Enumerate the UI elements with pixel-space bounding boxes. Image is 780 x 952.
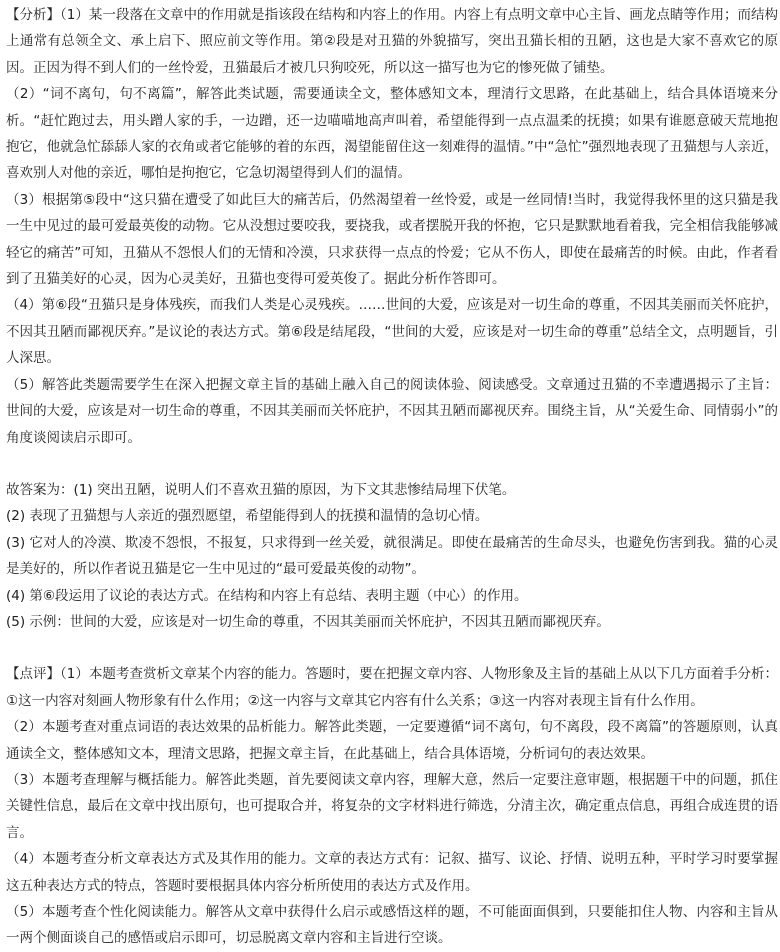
analysis-paragraph-4: （4）第⑥段“丑猫只是身体残疾，而我们人类是心灵残疾。……世间的大爱，应该是对一切生命的尊重，不因其美丽而关怀庇护，不因其丑陋而鄙视厌弃。”是议论的表达方式。第⑥段是结尾段，“世间的大爱，应该是对一切生命的尊重”总结全文，点明题旨，引人深思。 bbox=[6, 297, 778, 367]
answer-line-3: (3) 它对人的冷漠、欺凌不怨恨，不报复，只求得到一丝关爱，就很满足。即使在最痛苦的生命尽头，也避免伤害到我。猫的心灵是美好的，所以作者说丑猫是它一生中见过的“最可爱最英俊的动物”。 bbox=[6, 534, 778, 578]
comment-paragraph-5: （5）本题考查个性化阅读能力。解答从文章中获得什么启示或感悟这样的题，不可能面面俱到，只要能扣住人物、内容和主旨从一两个侧面谈自己的感悟或启示即可，切忌脱离文章内容和主旨进行空谈。 bbox=[6, 904, 778, 947]
comment-paragraph-4: （4）本题考查分析文章表达方式及其作用的能力。文章的表达方式有：记叙、描写、议论、抒情、说明五种，平时学习时要掌握这五种表达方式的特点，答题时要根据具体内容分析所使用的表达方式及作用。 bbox=[6, 851, 778, 894]
analysis-paragraph-3: （3）根据第⑤段中“这只猫在遭受了如此巨大的痛苦后，仍然渴望着一丝怜爱，或是一丝同情!当时，我觉得我怀里的这只猫是我一生中见过的最可爱最英俊的动物。它从没想过要咬我，要挠我，或者摆脱开我的怀抱，它只是默默地看着我，完全相信我能够减轻它的痛苦”可知，丑猫从不怨恨人们的无情和冷漠，只求获得一点点的怜爱；它从不伤人，即使在最痛苦的时候。由此，作者看到了丑猫美好的心灵，因为心灵美好，丑猫也变得可爱英俊了。据此分析作答即可。 bbox=[6, 191, 778, 288]
analysis-section bbox=[6, 2, 778, 451]
answer-line-5: (5) 示例：世间的大爱，应该是对一切生命的尊重，不因其美丽而关怀庇护，不因其丑陋而鄙视厌弃。 bbox=[6, 613, 610, 630]
analysis-paragraph-1: 【分析】（1）某一段落在文章中的作用就是指该段在结构和内容上的作用。内容上有点明文章中心主旨、画龙点睛等作用；而结构上通常有总领全文、承上启下、照应前文等作用。第②段是对丑猫的外貌描写，突出丑猫长相的丑陋，这也是大家不喜欢它的原因。正因为得不到人们的一丝怜爱，丑猫最后才被几只狗咬死，所以这一描写也为它的惨死做了铺垫。 bbox=[6, 7, 778, 76]
comment-paragraph-2: （2）本题考查对重点词语的表达效果的品析能力。解答此类题，一定要遵循“词不离句，句不离段，段不离篇”的答题原则，认真通读全文，整体感知文本，理清文思路，把握文章主旨，在此基础上，结合具体语境，分析词句的表达效果。 bbox=[6, 719, 778, 762]
comment-paragraph-1: 【点评】（1）本题考查赏析文章某个内容的能力。答题时，要在把握文章内容、人物形象及主旨的基础上从以下几方面着手分析：①这一内容对刻画人物形象有什么作用；②这一内容与文章其它内容有什么关系；③这一内容对表现主旨有什么作用。 bbox=[6, 666, 778, 709]
comment-section bbox=[6, 661, 778, 951]
section-spacer bbox=[6, 451, 778, 477]
section-spacer bbox=[6, 635, 778, 661]
analysis-paragraph-2: （2）“词不离句，句不离篇”，解答此类试题，需要通读全文，整体感知文本，理清行文思路，在此基础上，结合具体语境来分析。“赶忙跑过去，用头蹭人家的手，一边蹭，还一边喵喵地高声叫着，希望能得到一点点温柔的抚摸；如果有谁愿意破天荒地抱抱它，他就急忙舔舔人家的衣角或者它能够的着的东西，渴望能留住这一刻难得的温情。”中“急忙”强烈地表现了丑猫想与人亲近，喜欢别人对他的亲近，哪怕是拘抱它，它急切渴望得到人们的温情。 bbox=[6, 86, 778, 182]
answer-line-2: (2) 表现了丑猫想与人亲近的强烈愿望，希望能得到人的抚摸和温情的急切心情。 bbox=[6, 508, 489, 525]
answer-line-1: 故答案为：(1) 突出丑陋，说明人们不喜欢丑猫的原因，为下文其悲惨结局埋下伏笔。 bbox=[6, 481, 516, 498]
analysis-paragraph-5: （5）解答此类题需要学生在深入把握文章主旨的基础上融入自己的阅读体验、阅读感受。文章通过丑猫的不幸遭遇揭示了主旨：世间的大爱，应该是对一切生命的尊重，不因其美丽而关怀庇护，不因其丑陋而鄙视厌弃。围绕主旨，从“关爱生命、同情弱小”的角度谈阅读启示即可。 bbox=[6, 376, 778, 446]
comment-paragraph-3: （3）本题考查理解与概括能力。解答此类题，首先要阅读文章内容，理解大意，然后一定要注意审题，根据题干中的问题，抓住关键性信息，最后在文章中找出原句，也可提取合并，将复杂的文字材料进行筛选，分清主次，确定重点信息，再组合成连贯的语言。 bbox=[6, 771, 778, 841]
answer-section bbox=[6, 477, 778, 635]
answer-line-4: (4) 第⑥段运用了议论的表达方式。在结构和内容上有总结、表明主题（中心）的作用。 bbox=[6, 587, 528, 604]
